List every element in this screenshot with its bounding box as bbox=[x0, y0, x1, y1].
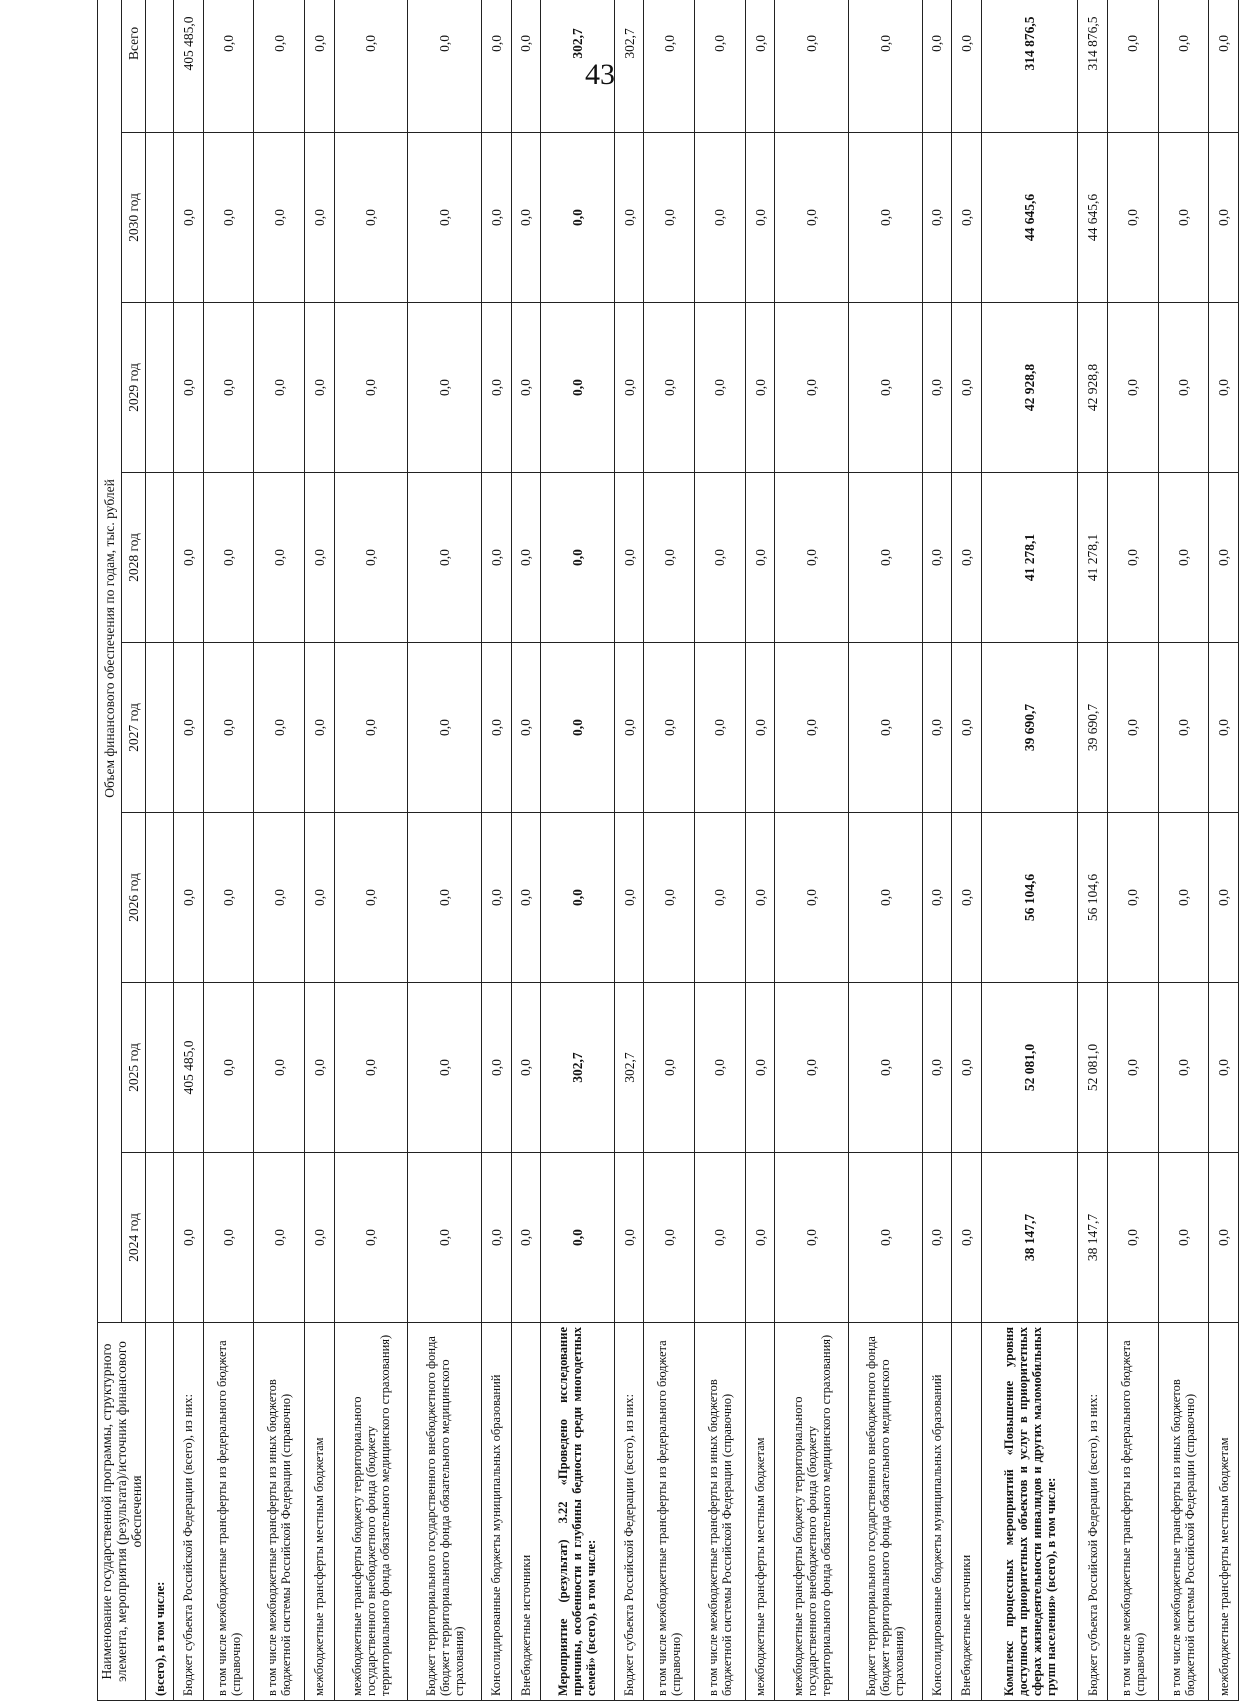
row-year-value: 0,0 bbox=[254, 1153, 305, 1323]
row-total-value: 0,0 bbox=[775, 0, 849, 133]
row-year-value: 0,0 bbox=[952, 473, 982, 643]
row-year-value: 0,0 bbox=[305, 473, 335, 643]
row-year-value: 0,0 bbox=[254, 133, 305, 303]
row-year-value: 0,0 bbox=[1158, 643, 1209, 813]
row-year-value bbox=[146, 303, 174, 473]
row-year-value: 0,0 bbox=[408, 303, 482, 473]
row-year-value: 0,0 bbox=[1107, 813, 1158, 983]
row-year-value bbox=[146, 813, 174, 983]
header-year: 2024 год bbox=[122, 1153, 146, 1323]
row-year-value: 0,0 bbox=[1107, 303, 1158, 473]
row-total-value: 0,0 bbox=[203, 0, 254, 133]
row-year-value: 0,0 bbox=[203, 1153, 254, 1323]
row-year-value: 0,0 bbox=[334, 643, 408, 813]
row-year-value: 0,0 bbox=[481, 643, 511, 813]
row-year-value: 0,0 bbox=[541, 473, 615, 643]
header-financing-group: Объем финансового обеспечения по годам, тыс. рублей bbox=[98, 0, 122, 1323]
row-year-value: 0,0 bbox=[481, 983, 511, 1153]
row-year-value: 0,0 bbox=[305, 983, 335, 1153]
row-year-value: 0,0 bbox=[408, 643, 482, 813]
row-year-value: 0,0 bbox=[952, 133, 982, 303]
row-year-value: 0,0 bbox=[848, 643, 922, 813]
financing-table bbox=[97, 0, 1239, 1701]
header-year: 2027 год bbox=[122, 643, 146, 813]
row-year-value: 0,0 bbox=[541, 643, 615, 813]
row-year-value: 39 690,7 bbox=[1078, 643, 1108, 813]
row-year-value: 0,0 bbox=[511, 983, 541, 1153]
row-year-value: 0,0 bbox=[541, 303, 615, 473]
table-row bbox=[481, 0, 511, 1701]
row-year-value: 0,0 bbox=[745, 303, 775, 473]
table-row bbox=[775, 0, 849, 1701]
row-year-value: 0,0 bbox=[203, 813, 254, 983]
row-year-value: 0,0 bbox=[334, 133, 408, 303]
row-year-value: 0,0 bbox=[511, 133, 541, 303]
table-row bbox=[644, 0, 695, 1701]
row-year-value: 0,0 bbox=[614, 473, 644, 643]
row-year-value: 0,0 bbox=[254, 643, 305, 813]
row-year-value: 0,0 bbox=[614, 813, 644, 983]
row-year-value: 0,0 bbox=[305, 813, 335, 983]
row-label: Бюджет территориального государственного внебюджетного фонда (бюджет территориального фонда обязательного медицинского страхования) bbox=[408, 1323, 482, 1701]
row-year-value: 0,0 bbox=[334, 983, 408, 1153]
table-row bbox=[1107, 0, 1158, 1701]
row-year-value: 0,0 bbox=[408, 1153, 482, 1323]
header-name-column: Наименование государственной программы, структурного элемента, мероприятия (результата)/источник финансового обеспечения bbox=[98, 1323, 146, 1701]
header-year: 2030 год bbox=[122, 133, 146, 303]
row-total-value: 0,0 bbox=[408, 0, 482, 133]
row-year-value: 0,0 bbox=[254, 983, 305, 1153]
row-year-value: 0,0 bbox=[695, 983, 746, 1153]
row-year-value: 0,0 bbox=[481, 1153, 511, 1323]
header-year: 2028 год bbox=[122, 473, 146, 643]
table-row bbox=[408, 0, 482, 1701]
row-year-value: 0,0 bbox=[174, 1153, 204, 1323]
table-row bbox=[254, 0, 305, 1701]
row-label: Бюджет субъекта Российской Федерации (всего), из них: bbox=[174, 1323, 204, 1701]
row-year-value: 0,0 bbox=[481, 133, 511, 303]
row-total-value bbox=[146, 0, 174, 133]
table-row bbox=[174, 0, 204, 1701]
row-year-value: 0,0 bbox=[695, 813, 746, 983]
row-year-value: 0,0 bbox=[1107, 1153, 1158, 1323]
row-year-value: 0,0 bbox=[203, 303, 254, 473]
row-year-value: 0,0 bbox=[775, 473, 849, 643]
row-year-value: 0,0 bbox=[644, 473, 695, 643]
row-year-value: 0,0 bbox=[614, 643, 644, 813]
row-year-value: 0,0 bbox=[408, 983, 482, 1153]
row-year-value: 0,0 bbox=[174, 473, 204, 643]
row-year-value: 0,0 bbox=[614, 133, 644, 303]
row-year-value: 0,0 bbox=[775, 1153, 849, 1323]
row-label: Бюджет субъекта Российской Федерации (всего), из них: bbox=[614, 1323, 644, 1701]
row-year-value: 0,0 bbox=[1209, 1153, 1239, 1323]
row-year-value: 0,0 bbox=[848, 133, 922, 303]
row-year-value: 0,0 bbox=[511, 643, 541, 813]
row-label: межбюджетные трансферты местным бюджетам bbox=[305, 1323, 335, 1701]
row-label: в том числе межбюджетные трансферты из иных бюджетов бюджетной системы Российской Федерации (справочно) bbox=[695, 1323, 746, 1701]
row-total-value: 314 876,5 bbox=[981, 0, 1078, 133]
row-year-value: 0,0 bbox=[848, 983, 922, 1153]
row-year-value: 0,0 bbox=[922, 643, 952, 813]
row-year-value: 56 104,6 bbox=[1078, 813, 1108, 983]
row-label: Мероприятие (результат) 3.22 «Проведено исследование причины, особенности и глубины бедности среди многодетных семей» (всего), в том числе: bbox=[541, 1323, 615, 1701]
row-total-value: 314 876,5 bbox=[1078, 0, 1108, 133]
row-year-value: 0,0 bbox=[848, 473, 922, 643]
row-year-value: 0,0 bbox=[203, 643, 254, 813]
row-year-value: 0,0 bbox=[174, 133, 204, 303]
row-year-value: 0,0 bbox=[775, 303, 849, 473]
row-year-value: 0,0 bbox=[203, 133, 254, 303]
row-year-value: 39 690,7 bbox=[981, 643, 1078, 813]
row-year-value: 302,7 bbox=[614, 983, 644, 1153]
row-year-value: 0,0 bbox=[1209, 643, 1239, 813]
row-year-value: 0,0 bbox=[922, 813, 952, 983]
row-year-value: 41 278,1 bbox=[1078, 473, 1108, 643]
row-year-value: 0,0 bbox=[511, 813, 541, 983]
row-total-value: 0,0 bbox=[481, 0, 511, 133]
row-year-value: 0,0 bbox=[1158, 133, 1209, 303]
row-year-value: 42 928,8 bbox=[981, 303, 1078, 473]
row-year-value: 0,0 bbox=[922, 473, 952, 643]
row-year-value: 0,0 bbox=[481, 813, 511, 983]
row-total-value: 0,0 bbox=[695, 0, 746, 133]
row-year-value: 0,0 bbox=[408, 473, 482, 643]
header-year: 2029 год bbox=[122, 303, 146, 473]
row-label: Комплекс процессных мероприятий «Повышение уровня доступности приоритетных объектов и услуг в приоритетных сферах жизнедеятельности инвалидов и других маломобильных групп населения» (всего), в том числе: bbox=[981, 1323, 1078, 1701]
row-year-value: 0,0 bbox=[775, 133, 849, 303]
row-year-value: 0,0 bbox=[541, 1153, 615, 1323]
row-label: межбюджетные трансферты местным бюджетам bbox=[745, 1323, 775, 1701]
row-total-value: 0,0 bbox=[644, 0, 695, 133]
row-year-value: 0,0 bbox=[644, 643, 695, 813]
row-year-value: 0,0 bbox=[1209, 813, 1239, 983]
row-year-value: 0,0 bbox=[1158, 303, 1209, 473]
row-label: межбюджетные трансферты бюджету территориального государственного внебюджетного фонда (бюджету территориального фонда обязательного медицинского страхования) bbox=[334, 1323, 408, 1701]
row-year-value bbox=[146, 643, 174, 813]
row-year-value: 0,0 bbox=[775, 813, 849, 983]
row-year-value: 0,0 bbox=[745, 983, 775, 1153]
row-label: в том числе межбюджетные трансферты из федерального бюджета (справочно) bbox=[203, 1323, 254, 1701]
row-year-value: 0,0 bbox=[1158, 813, 1209, 983]
row-total-value: 0,0 bbox=[1158, 0, 1209, 133]
row-year-value: 0,0 bbox=[614, 1153, 644, 1323]
row-year-value: 0,0 bbox=[1158, 983, 1209, 1153]
table-row bbox=[952, 0, 982, 1701]
row-year-value: 0,0 bbox=[775, 983, 849, 1153]
row-year-value: 0,0 bbox=[644, 983, 695, 1153]
row-label: Бюджет субъекта Российской Федерации (всего), из них: bbox=[1078, 1323, 1108, 1701]
row-total-value: 0,0 bbox=[511, 0, 541, 133]
row-year-value: 0,0 bbox=[511, 1153, 541, 1323]
row-year-value: 0,0 bbox=[775, 643, 849, 813]
row-year-value: 0,0 bbox=[203, 473, 254, 643]
row-year-value: 38 147,7 bbox=[981, 1153, 1078, 1323]
row-label: в том числе межбюджетные трансферты из иных бюджетов бюджетной системы Российской Федерации (справочно) bbox=[254, 1323, 305, 1701]
table-row bbox=[1209, 0, 1239, 1701]
row-year-value: 0,0 bbox=[1107, 983, 1158, 1153]
row-year-value: 0,0 bbox=[334, 303, 408, 473]
row-year-value: 0,0 bbox=[1209, 983, 1239, 1153]
row-label: Бюджет территориального государственного внебюджетного фонда (бюджет территориального фонда обязательного медицинского страхования) bbox=[848, 1323, 922, 1701]
row-year-value: 0,0 bbox=[922, 303, 952, 473]
row-year-value: 0,0 bbox=[541, 813, 615, 983]
row-year-value: 0,0 bbox=[174, 813, 204, 983]
page-number: 43 bbox=[585, 58, 615, 91]
row-year-value: 0,0 bbox=[922, 133, 952, 303]
row-label: (всего), в том числе: bbox=[146, 1323, 174, 1701]
row-year-value: 0,0 bbox=[695, 1153, 746, 1323]
table-row bbox=[695, 0, 746, 1701]
table-header-row bbox=[98, 0, 122, 1701]
row-year-value: 302,7 bbox=[541, 983, 615, 1153]
row-label: в том числе межбюджетные трансферты из федерального бюджета (справочно) bbox=[644, 1323, 695, 1701]
row-total-value: 0,0 bbox=[254, 0, 305, 133]
header-total: Всего bbox=[122, 0, 146, 133]
table-row bbox=[922, 0, 952, 1701]
row-year-value: 0,0 bbox=[745, 133, 775, 303]
row-total-value: 0,0 bbox=[922, 0, 952, 133]
row-label: Консолидированные бюджеты муниципальных образований bbox=[922, 1323, 952, 1701]
row-year-value: 0,0 bbox=[1158, 473, 1209, 643]
row-year-value: 0,0 bbox=[745, 643, 775, 813]
table-row bbox=[848, 0, 922, 1701]
table-row bbox=[305, 0, 335, 1701]
row-year-value: 0,0 bbox=[644, 1153, 695, 1323]
row-year-value: 42 928,8 bbox=[1078, 303, 1108, 473]
row-year-value: 0,0 bbox=[481, 473, 511, 643]
row-year-value: 52 081,0 bbox=[981, 983, 1078, 1153]
row-year-value: 0,0 bbox=[695, 643, 746, 813]
row-year-value: 0,0 bbox=[1107, 473, 1158, 643]
row-year-value: 0,0 bbox=[644, 133, 695, 303]
row-year-value: 0,0 bbox=[254, 303, 305, 473]
row-year-value: 0,0 bbox=[305, 133, 335, 303]
row-year-value: 0,0 bbox=[511, 473, 541, 643]
row-year-value: 0,0 bbox=[334, 1153, 408, 1323]
row-year-value: 0,0 bbox=[334, 473, 408, 643]
row-label: Консолидированные бюджеты муниципальных образований bbox=[481, 1323, 511, 1701]
row-year-value: 0,0 bbox=[922, 983, 952, 1153]
row-year-value: 0,0 bbox=[334, 813, 408, 983]
row-year-value: 0,0 bbox=[305, 643, 335, 813]
row-year-value: 38 147,7 bbox=[1078, 1153, 1108, 1323]
row-year-value: 44 645,6 bbox=[981, 133, 1078, 303]
row-total-value: 0,0 bbox=[952, 0, 982, 133]
row-total-value: 302,7 bbox=[541, 0, 615, 133]
row-year-value: 0,0 bbox=[1107, 643, 1158, 813]
row-year-value: 0,0 bbox=[1107, 133, 1158, 303]
row-year-value: 0,0 bbox=[1209, 133, 1239, 303]
row-total-value: 0,0 bbox=[305, 0, 335, 133]
header-year: 2025 год bbox=[122, 983, 146, 1153]
row-year-value: 0,0 bbox=[614, 303, 644, 473]
row-year-value: 405 485,0 bbox=[174, 983, 204, 1153]
row-year-value: 0,0 bbox=[745, 813, 775, 983]
row-year-value: 0,0 bbox=[305, 1153, 335, 1323]
row-year-value: 0,0 bbox=[408, 813, 482, 983]
table-row bbox=[614, 0, 644, 1701]
row-year-value: 0,0 bbox=[848, 1153, 922, 1323]
row-year-value: 0,0 bbox=[305, 303, 335, 473]
row-year-value: 0,0 bbox=[952, 643, 982, 813]
row-year-value: 0,0 bbox=[745, 473, 775, 643]
row-year-value: 0,0 bbox=[952, 813, 982, 983]
row-year-value: 0,0 bbox=[848, 303, 922, 473]
row-label: в том числе межбюджетные трансферты из федерального бюджета (справочно) bbox=[1107, 1323, 1158, 1701]
table-row bbox=[981, 0, 1078, 1701]
row-year-value: 0,0 bbox=[745, 1153, 775, 1323]
table-row bbox=[511, 0, 541, 1701]
table-row bbox=[1158, 0, 1209, 1701]
row-total-value: 0,0 bbox=[848, 0, 922, 133]
table-row bbox=[745, 0, 775, 1701]
row-total-value: 0,0 bbox=[745, 0, 775, 133]
row-year-value: 0,0 bbox=[408, 133, 482, 303]
row-total-value: 302,7 bbox=[614, 0, 644, 133]
row-label: межбюджетные трансферты бюджету территориального государственного внебюджетного фонда (бюджету территориального фонда обязательного медицинского страхования) bbox=[775, 1323, 849, 1701]
row-year-value: 0,0 bbox=[254, 473, 305, 643]
row-total-value: 0,0 bbox=[1107, 0, 1158, 133]
row-year-value: 0,0 bbox=[695, 473, 746, 643]
row-year-value bbox=[146, 473, 174, 643]
row-year-value: 0,0 bbox=[1158, 1153, 1209, 1323]
table-row bbox=[146, 0, 174, 1701]
row-year-value: 0,0 bbox=[922, 1153, 952, 1323]
row-year-value: 0,0 bbox=[511, 303, 541, 473]
row-total-value: 405 485,0 bbox=[174, 0, 204, 133]
table-row bbox=[334, 0, 408, 1701]
row-year-value bbox=[146, 133, 174, 303]
row-year-value: 0,0 bbox=[1209, 473, 1239, 643]
row-year-value: 0,0 bbox=[695, 133, 746, 303]
row-year-value bbox=[146, 1153, 174, 1323]
row-year-value: 0,0 bbox=[174, 303, 204, 473]
table-row bbox=[1078, 0, 1108, 1701]
table-row bbox=[203, 0, 254, 1701]
row-year-value: 41 278,1 bbox=[981, 473, 1078, 643]
row-year-value: 0,0 bbox=[481, 303, 511, 473]
row-year-value: 0,0 bbox=[644, 303, 695, 473]
row-year-value: 0,0 bbox=[848, 813, 922, 983]
row-label: Внебюджетные источники bbox=[952, 1323, 982, 1701]
row-year-value: 0,0 bbox=[952, 983, 982, 1153]
row-year-value: 0,0 bbox=[952, 1153, 982, 1323]
row-label: в том числе межбюджетные трансферты из иных бюджетов бюджетной системы Российской Федерации (справочно) bbox=[1158, 1323, 1209, 1701]
row-year-value: 0,0 bbox=[203, 983, 254, 1153]
table-row bbox=[541, 0, 615, 1701]
row-year-value: 0,0 bbox=[644, 813, 695, 983]
row-year-value: 52 081,0 bbox=[1078, 983, 1108, 1153]
header-year: 2026 год bbox=[122, 813, 146, 983]
row-label: межбюджетные трансферты местным бюджетам bbox=[1209, 1323, 1239, 1701]
row-total-value: 0,0 bbox=[1209, 0, 1239, 133]
row-year-value: 0,0 bbox=[952, 303, 982, 473]
row-year-value: 56 104,6 bbox=[981, 813, 1078, 983]
row-total-value: 0,0 bbox=[334, 0, 408, 133]
row-label: Внебюджетные источники bbox=[511, 1323, 541, 1701]
row-year-value bbox=[146, 983, 174, 1153]
row-year-value: 44 645,6 bbox=[1078, 133, 1108, 303]
table-body bbox=[146, 0, 1239, 1701]
row-year-value: 0,0 bbox=[254, 813, 305, 983]
row-year-value: 0,0 bbox=[695, 303, 746, 473]
row-year-value: 0,0 bbox=[174, 643, 204, 813]
row-year-value: 0,0 bbox=[541, 133, 615, 303]
row-year-value: 0,0 bbox=[1209, 303, 1239, 473]
